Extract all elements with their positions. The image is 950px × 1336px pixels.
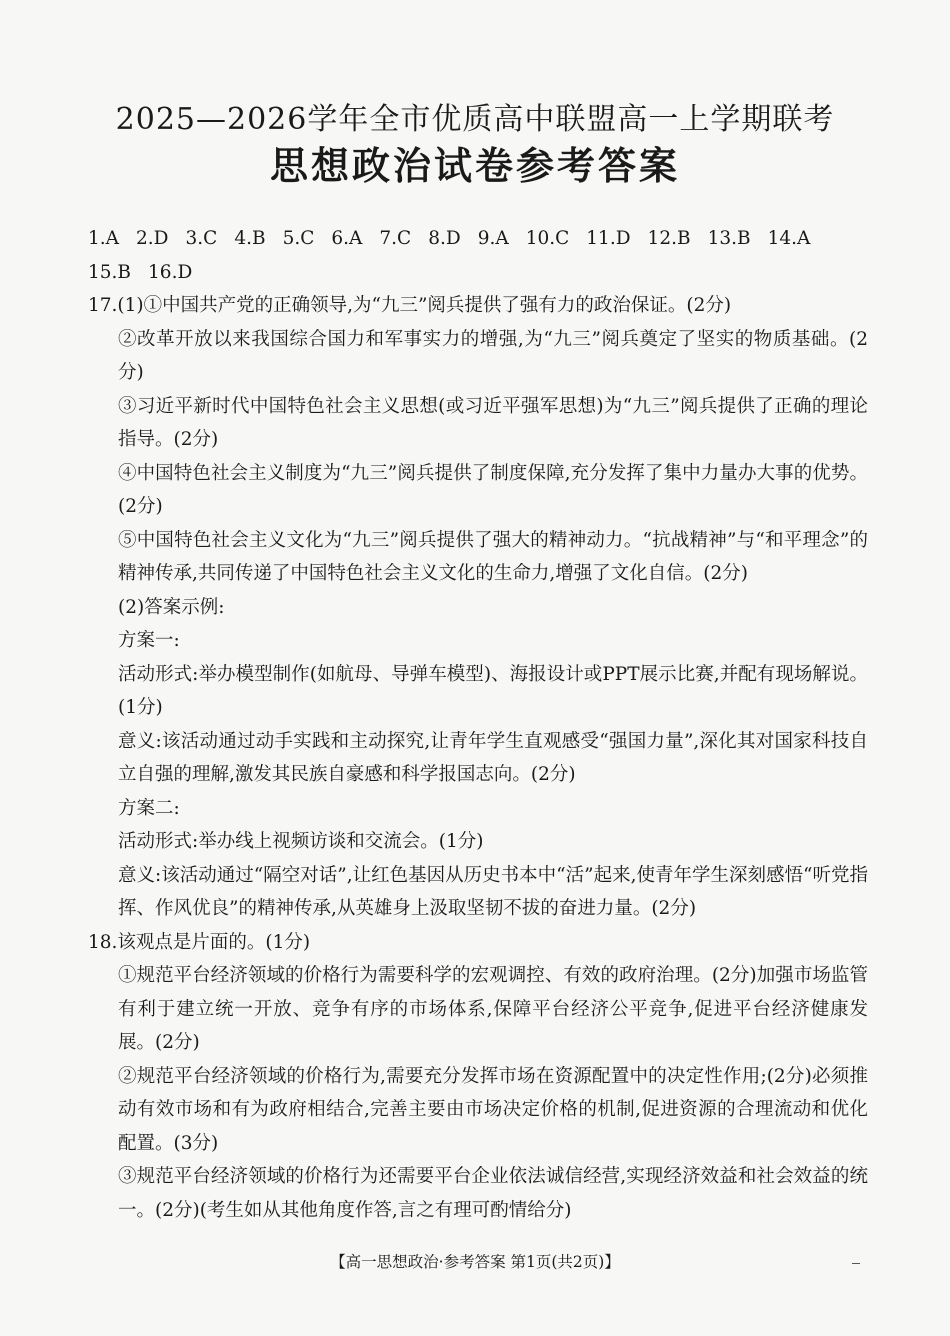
choice-answer: 8.D xyxy=(428,228,461,249)
q18-point: ①规范平台经济领域的价格行为需要科学的宏观调控、有效的政府治理。(2分)加强市场监管有利于建立统一开放、竞争有序的市场体系,保障平台经济公平竞争,促进平台经济健康发展。(2分) xyxy=(118,965,868,1053)
q17-part1-point: ③习近平新时代中国特色社会主义思想(或习近平强军思想)为“九三”阅兵提供了正确的理论指导。(2分) xyxy=(118,395,868,450)
q17-part1-point: 17.(1)①中国共产党的正确领导,为“九三”阅兵提供了强有力的政治保证。(2分) xyxy=(88,295,732,316)
choice-answer: 4.B xyxy=(234,228,266,249)
plan-activity-form: 活动形式:举办模型制作(如航母、导弹车模型)、海报设计或PPT展示比赛,并配有现场解说。(1分) xyxy=(118,663,868,718)
choice-answer: 10.C xyxy=(525,228,570,249)
choice-answer: 3.C xyxy=(185,228,218,249)
corner-mark xyxy=(852,1263,860,1264)
choice-answer: 6.A xyxy=(331,228,363,249)
answer-body xyxy=(88,222,868,1227)
plan-meaning: 意义:该活动通过动手实践和主动探究,让青年学生直观感受“强国力量”,深化其对国家科技自立自强的理解,激发其民族自豪感和科学报国志向。(2分) xyxy=(118,730,868,785)
document-title: 思想政治试卷参考答案 xyxy=(269,143,680,188)
choice-answer: 12.B xyxy=(647,228,691,249)
q17-part1-point: ⑤中国特色社会主义文化为“九三”阅兵提供了强大的精神动力。“抗战精神”与“和平理念”的精神传承,共同传递了中国特色社会主义文化的生命力,增强了文化自信。(2分) xyxy=(118,529,868,584)
choice-answer: 14.A xyxy=(767,228,811,249)
choice-answer: 5.C xyxy=(282,228,315,249)
choice-answer: 15.B xyxy=(88,261,132,283)
q17-part1-point: ②改革开放以来我国综合国力和军事实力的增强,为“九三”阅兵奠定了坚实的物质基础。(2分) xyxy=(118,328,868,383)
plan-activity-form: 活动形式:举办线上视频访谈和交流会。(1分) xyxy=(118,831,484,852)
choice-answer: 16.D xyxy=(148,261,193,283)
choice-answer: 1.A xyxy=(88,228,120,249)
plan-title: 方案二: xyxy=(118,797,180,819)
choice-answer: 7.C xyxy=(379,228,412,249)
choice-answer: 9.A xyxy=(477,228,509,249)
q17-part2-heading: (2)答案示例: xyxy=(118,596,225,618)
plan-title: 方案一: xyxy=(118,630,180,651)
q18-point: ②规范平台经济领域的价格行为,需要充分发挥市场在资源配置中的决定性作用;(2分)必须推动有效市场和有为政府相结合,完善主要由市场决定价格的机制,促进资源的合理流动和优化配置。(3分) xyxy=(118,1065,868,1154)
choice-answer: 2.D xyxy=(136,228,169,249)
page-footer: 【高一思想政治·参考答案 第1页(共2页)】 xyxy=(330,1253,620,1271)
choice-answers xyxy=(88,222,868,289)
q18-point: ③规范平台经济领域的价格行为还需要平台企业依法诚信经营,实现经济效益和社会效益的统一。(2分)(考生如从其他角度作答,言之有理可酌情给分) xyxy=(118,1166,868,1221)
q18-verdict: 18.该观点是片面的。(1分) xyxy=(88,931,311,953)
exam-title: 2025—2026学年全市优质高中联盟高一上学期联考 xyxy=(115,102,835,137)
q17-part1-point: ④中国特色社会主义制度为“九三”阅兵提供了制度保障,充分发挥了集中力量办大事的优势。(2分) xyxy=(118,462,868,517)
choice-answer: 13.B xyxy=(707,228,751,249)
choice-answer: 11.D xyxy=(586,228,631,249)
plan-meaning: 意义:该活动通过“隔空对话”,让红色基因从历史书本中“活”起来,使青年学生深刻感悟“听党指挥、作风优良”的精神传承,从英雄身上汲取坚韧不拔的奋进力量。(2分) xyxy=(118,864,868,919)
